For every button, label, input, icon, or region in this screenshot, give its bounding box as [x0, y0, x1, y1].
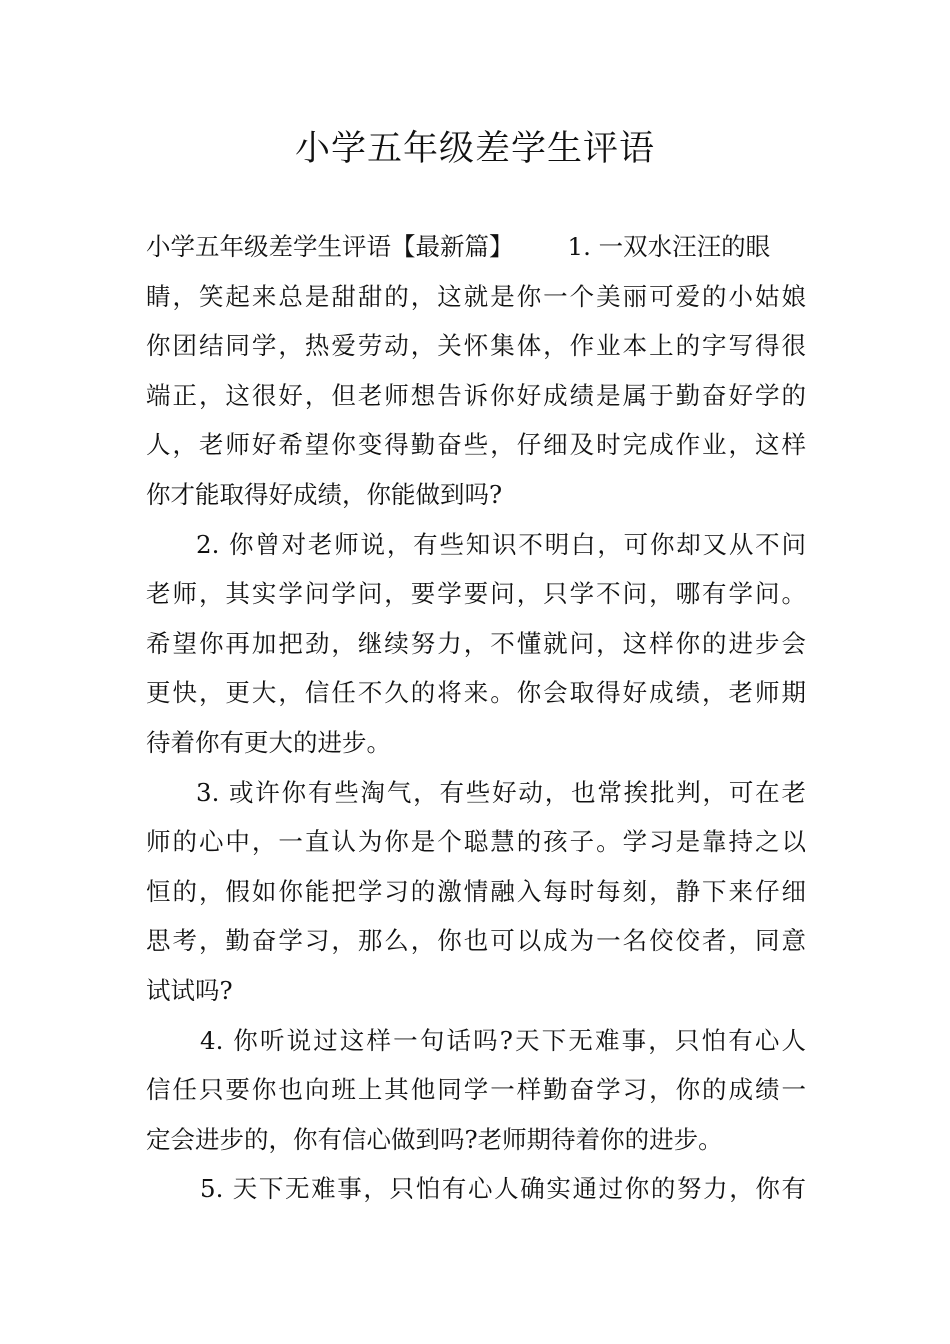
- paragraph-line: 师的心中，一直认为你是个聪慧的孩子。学习是靠持之以: [146, 827, 806, 857]
- paragraph-line: 定会进步的，你有信心做到吗?老师期待着你的进步。: [146, 1124, 723, 1154]
- paragraph-line: 更快，更大，信任不久的将来。你会取得好成绩，老师期: [146, 678, 806, 708]
- paragraph-line: 希望你再加把劲，继续努力，不懂就问，这样你的进步会: [146, 628, 806, 658]
- paragraph-line: 信任只要你也向班上其他同学一样勤奋学习，你的成绩一: [146, 1075, 806, 1105]
- paragraph-line: 试试吗?: [146, 975, 233, 1005]
- paragraph-line: 你团结同学，热爱劳动，关怀集体，作业本上的字写得很: [146, 331, 806, 361]
- item-1-start: 1. 一双水汪汪的眼: [567, 232, 771, 261]
- item-5-start: 5. 天下无难事，只怕有心人确实通过你的努力，你有: [200, 1174, 806, 1204]
- item-2-start: 2. 你曾对老师说，有些知识不明白，可你却又从不问: [196, 529, 806, 559]
- document-title: 小学五年级差学生评语: [294, 129, 655, 169]
- paragraph-line-1: [146, 222, 806, 272]
- paragraph-line: 恒的，假如你能把学习的激情融入每时每刻，静下来仔细: [146, 876, 806, 906]
- paragraph-line: 你才能取得好成绩，你能做到吗?: [146, 479, 503, 509]
- paragraph-line: 老师，其实学问学问，要学要问，只学不问，哪有学问。: [146, 579, 806, 609]
- item-4-start: 4. 你听说过这样一句话吗?天下无难事，只怕有心人: [200, 1025, 806, 1055]
- paragraph-line: 思考，勤奋学习，那么，你也可以成为一名佼佼者，同意: [146, 926, 806, 956]
- paragraph-line: 端正，这很好，但老师想告诉你好成绩是属于勤奋好学的: [146, 380, 806, 410]
- subtitle-heading: 小学五年级差学生评语【最新篇】: [146, 232, 514, 261]
- paragraph-line: 人，老师好希望你变得勤奋些，仔细及时完成作业，这样: [146, 430, 806, 460]
- paragraph-line: 睛，笑起来总是甜甜的，这就是你一个美丽可爱的小姑娘: [146, 281, 806, 311]
- document-body: [146, 222, 806, 1214]
- item-3-start: 3. 或许你有些淘气，有些好动，也常挨批判，可在老: [196, 777, 806, 807]
- paragraph-line: 待着你有更大的进步。: [146, 727, 391, 757]
